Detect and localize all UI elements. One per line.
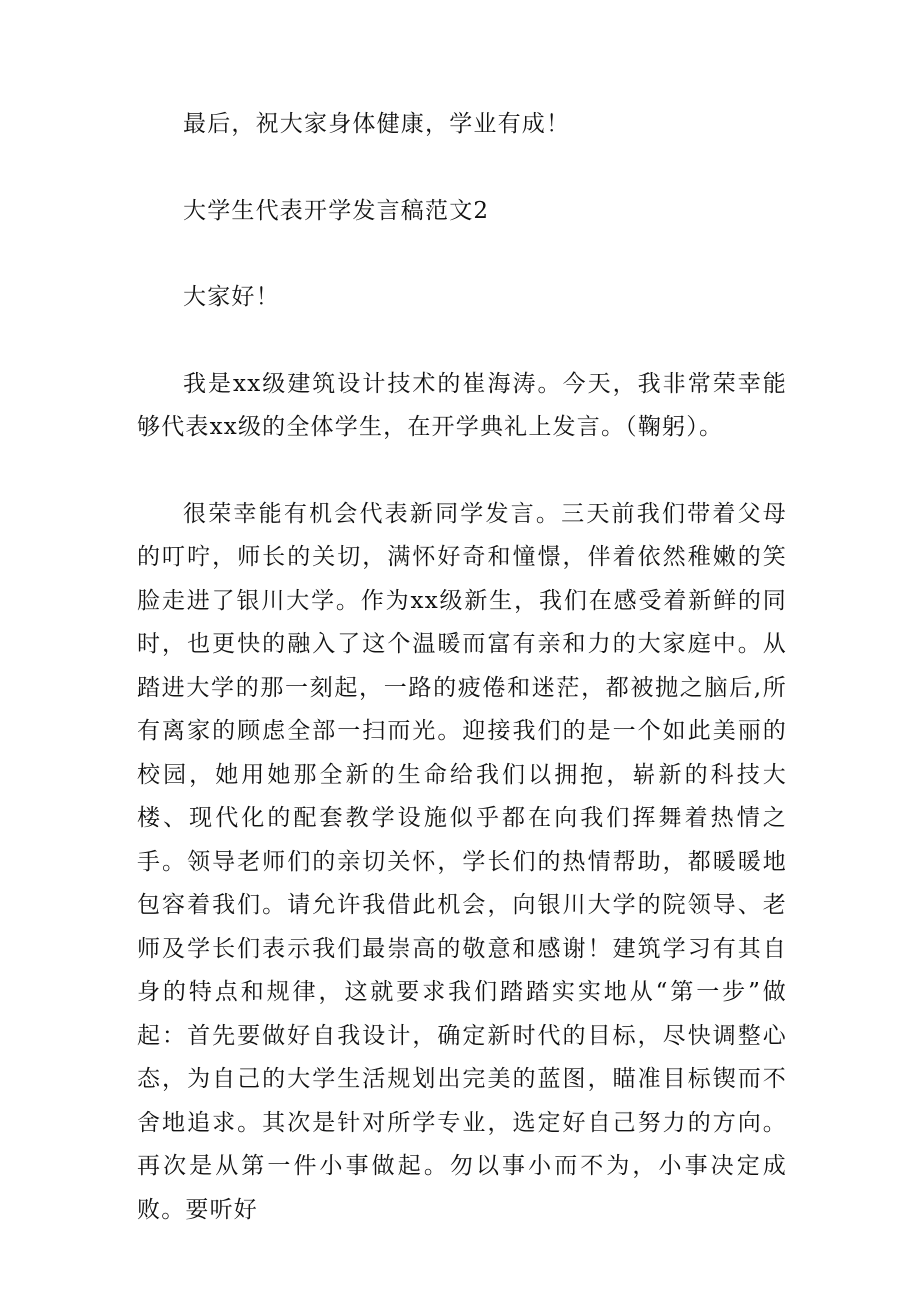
- introduction-paragraph: 我是xx级建筑设计技术的崔海涛。今天，我非常荣幸能够代表xx级的全体学生，在开学典礼上发言。（鞠躬）。: [137, 370, 787, 440]
- greeting: 大家好！: [183, 284, 280, 310]
- main-paragraph: 很荣幸能有机会代表新同学发言。三天前我们带着父母的叮咛，师长的关切，满怀好奇和憧憬，伴着依然稚嫩的笑脸走进了银川大学。作为xx级新生，我们在感受着新鲜的同时，也更快的融入了这个温暖而富有亲和力的大家庭中。从踏进大学的那一刻起，一路的疲倦和迷茫，都被抛之脑后,所有离家的顾虑全部一扫而光。迎接我们的是一个如此美丽的校园，她用她那全新的生命给我们以拥抱，崭新的科技大楼、现代化的配套教学设施似乎都在向我们挥舞着热情之手。领导老师们的亲切关怀，学长们的热情帮助，都暖暖地包容着我们。请允许我借此机会，向银川大学的院领导、老师及学长们表示我们最崇高的敬意和感谢！建筑学习有其自身的特点和规律，这就要求我们踏踏实实地从“第一步”做起：首先要做好自我设计，确定新时代的目标，尽快调整心态，为自己的大学生活规划出完美的蓝图，瞄准目标锲而不舍地追求。其次是针对所学专业，选定好自己努力的方向。再次是从第一件小事做起。勿以事小而不为，小事决定成败。要听好: [137, 500, 787, 1223]
- document-body: [137, 103, 787, 1232]
- section-title: 大学生代表开学发言稿范文2: [183, 197, 490, 224]
- closing-wish: 最后，祝大家身体健康，学业有成！: [183, 111, 571, 137]
